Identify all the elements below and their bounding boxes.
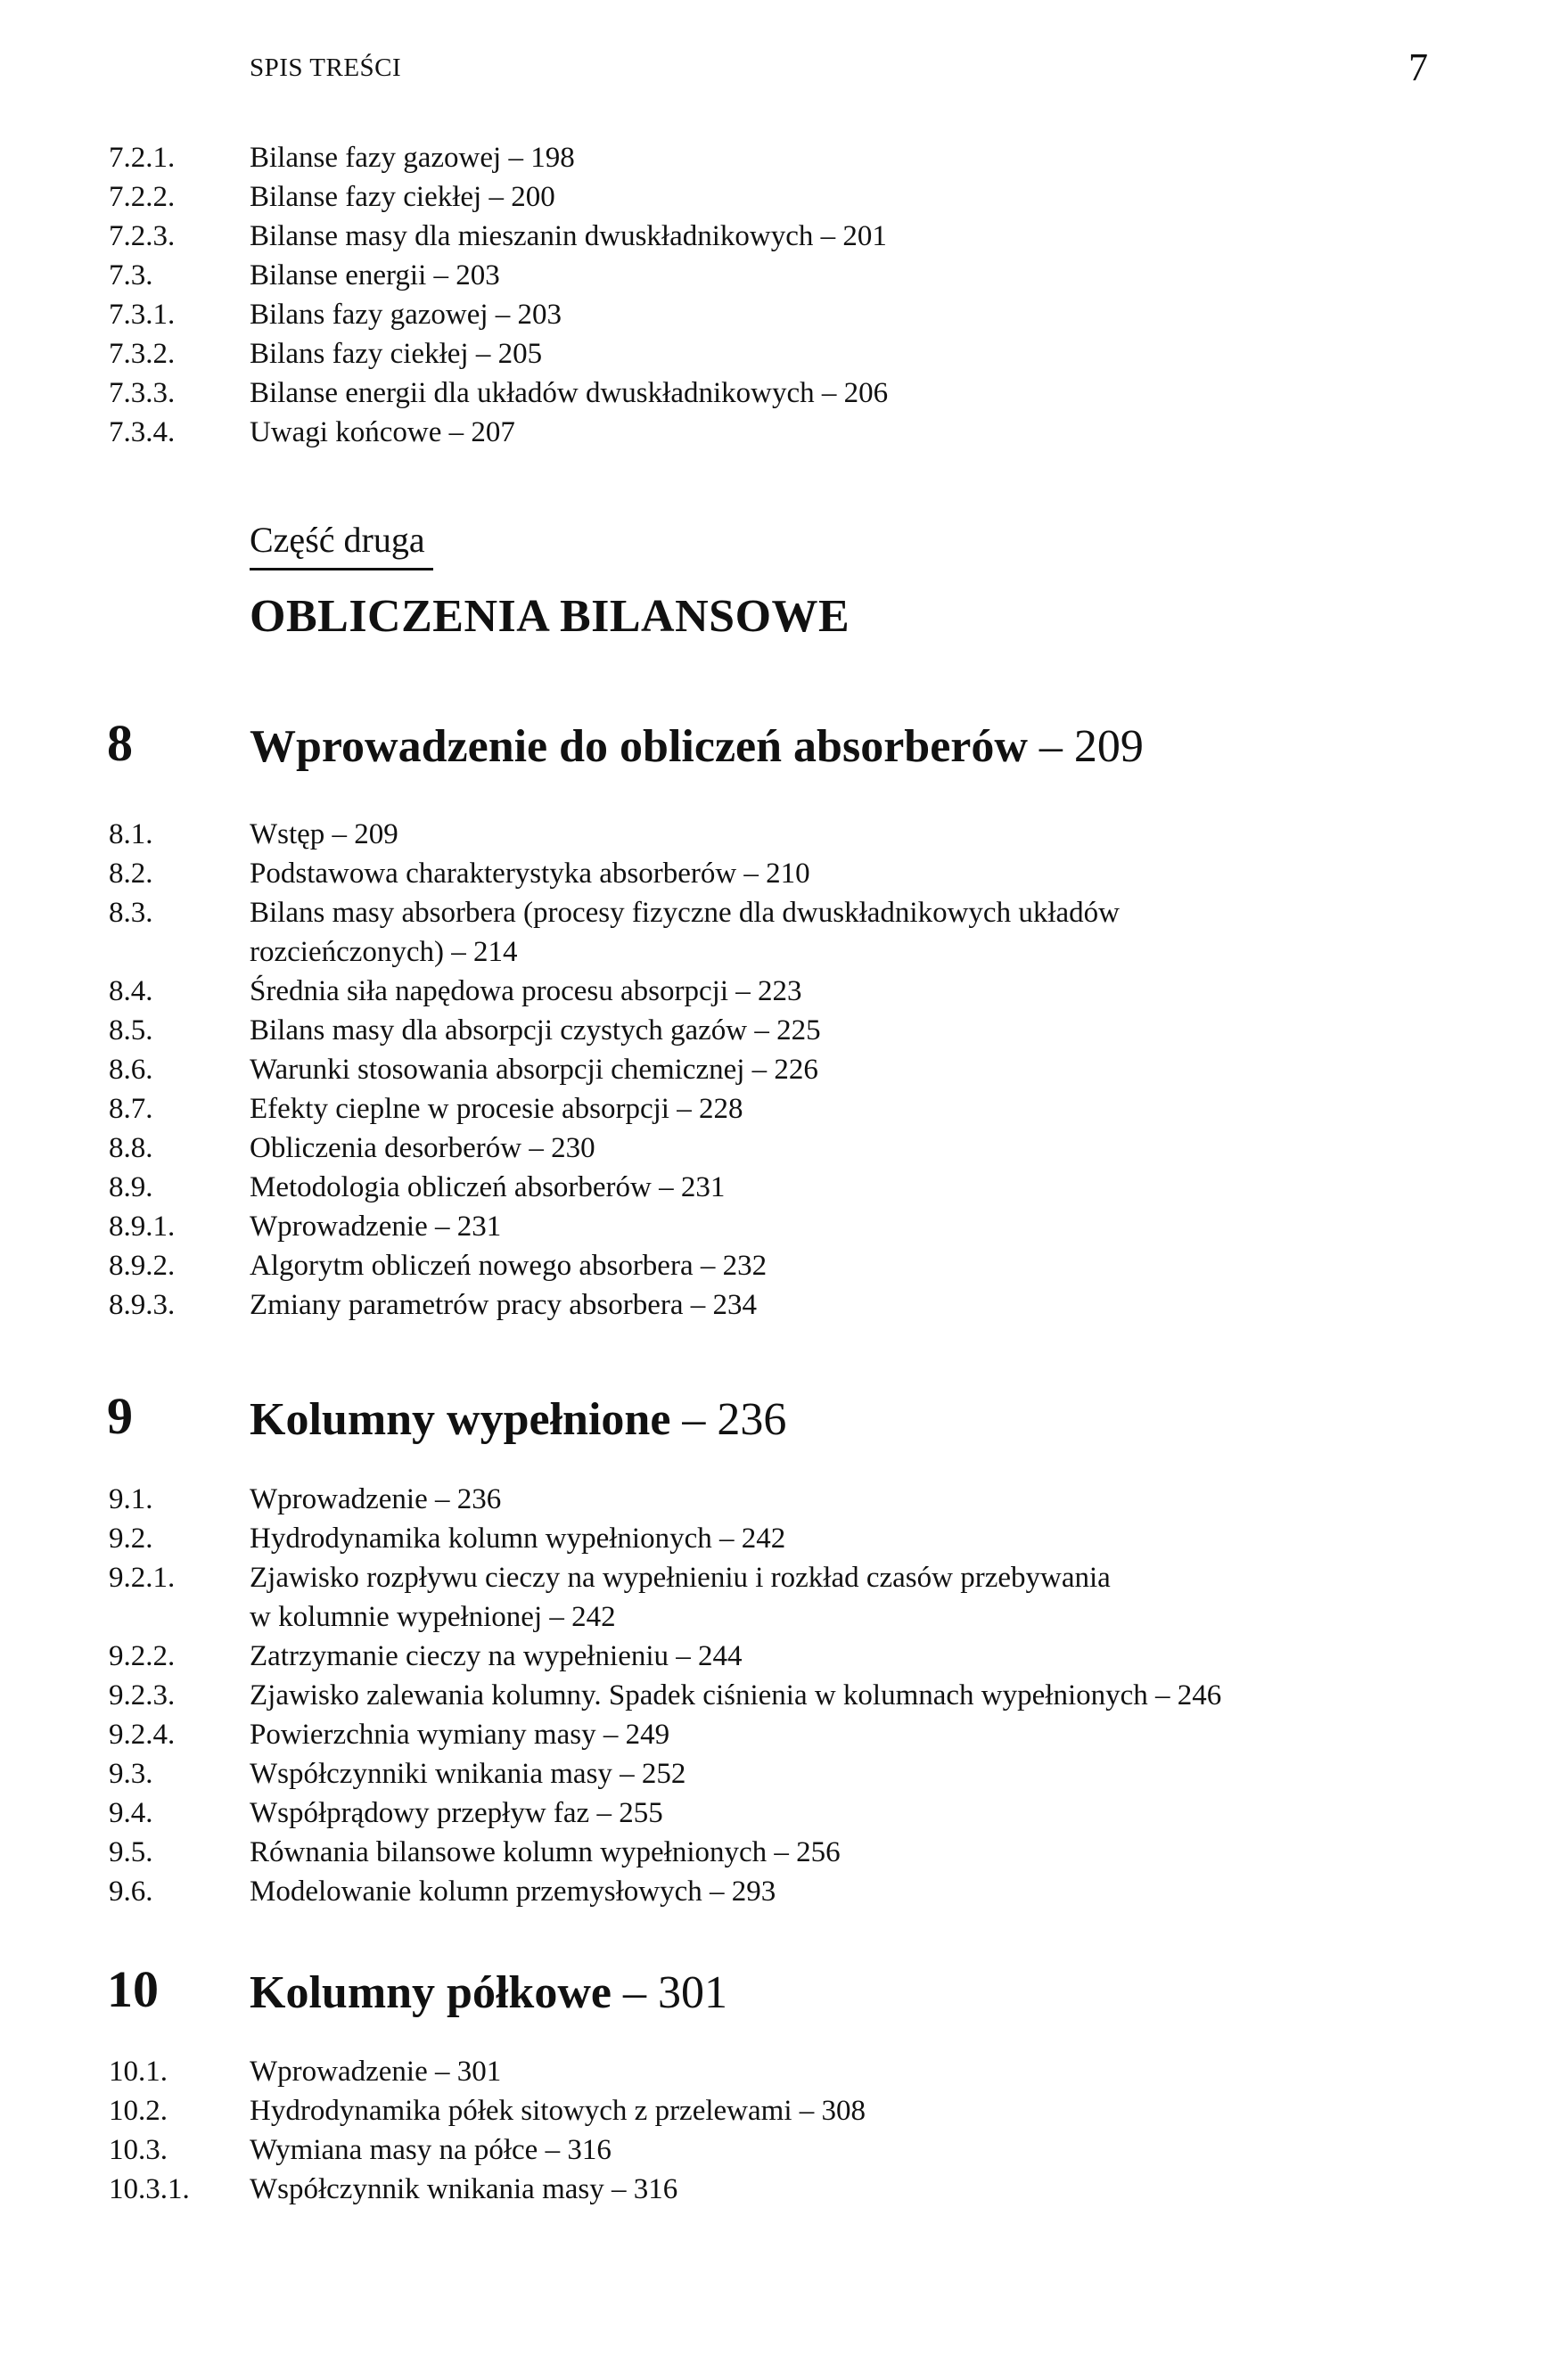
toc-entry-number (109, 1597, 250, 1637)
toc-entry (109, 1207, 1464, 1246)
part-underline (250, 568, 433, 570)
toc-entry-text: Obliczenia desorberów – 230 (250, 1132, 595, 1164)
toc-entry-text: Podstawowa charakterystyka absorberów – 210 (250, 858, 810, 890)
toc-entry (109, 177, 1464, 217)
toc-entry (109, 1872, 1464, 1911)
toc-entry (109, 1715, 1464, 1754)
toc-entry-text: w kolumnie wypełnionej – 242 (250, 1601, 616, 1633)
page-number: 7 (1408, 45, 1428, 89)
toc-entry (109, 1089, 1464, 1129)
toc-entry-number: 7.3.1. (109, 299, 176, 331)
toc-entry-number: 9.4. (109, 1797, 153, 1829)
toc-entry-text: Bilanse fazy gazowej – 198 (250, 142, 575, 174)
toc-entry-number: 9.2.2. (109, 1640, 176, 1672)
toc-entry (109, 2130, 1464, 2170)
toc-entry-text: Wstęp – 209 (250, 818, 398, 850)
toc-entry (109, 373, 1464, 413)
toc-entry (109, 1246, 1464, 1285)
toc-entry-number: 8.1. (109, 818, 153, 850)
toc-entry-number: 9.6. (109, 1876, 153, 1908)
toc-entry-number: 9.1. (109, 1483, 153, 1515)
toc-entry-number: 7.3.4. (109, 416, 176, 448)
toc-list-chapter-10 (109, 2052, 1464, 2209)
toc-entry-text: Średnia siła napędowa procesu absorpcji – 223 (250, 975, 802, 1007)
chapter-8-number: 8 (107, 714, 133, 772)
toc-entry (109, 1050, 1464, 1089)
toc-entry (109, 1637, 1464, 1676)
toc-entry-number: 7.3.3. (109, 377, 176, 409)
toc-entry (109, 1754, 1464, 1794)
toc-entry (109, 1011, 1464, 1050)
toc-list-top (109, 138, 1464, 452)
toc-entry-number: 8.2. (109, 858, 153, 890)
chapter-page: – 301 (622, 1967, 727, 2018)
toc-entry-number: 8.8. (109, 1132, 153, 1164)
toc-entry-number: 10.3.1. (109, 2173, 190, 2205)
toc-entry-number: 7.2.1. (109, 142, 176, 174)
chapter-page: – 209 (1038, 721, 1144, 772)
toc-entry (109, 138, 1464, 177)
chapter-page: – 236 (682, 1394, 787, 1445)
chapter-9-number: 9 (107, 1387, 133, 1445)
toc-entry (109, 1129, 1464, 1168)
toc-entry-text: Algorytm obliczeń nowego absorbera – 232 (250, 1250, 768, 1282)
toc-entry-text: Bilans fazy gazowej – 203 (250, 299, 562, 331)
toc-entry-text: Hydrodynamika półek sitowych z przelewami – 308 (250, 2095, 866, 2127)
toc-list-chapter-9 (109, 1480, 1464, 1911)
part-label: Część druga (250, 520, 425, 560)
toc-entry-number: 10.2. (109, 2095, 168, 2127)
toc-entry-text: Bilanse energii dla układów dwuskładnikowych – 206 (250, 377, 889, 409)
toc-entry-text: Współprądowy przepływ faz – 255 (250, 1797, 663, 1829)
toc-entry-text: Bilanse fazy ciekłej – 200 (250, 181, 555, 213)
toc-entry-text: Zatrzymanie cieczy na wypełnieniu – 244 (250, 1640, 743, 1672)
toc-entry (109, 932, 1464, 972)
toc-entry-text: Efekty cieplne w procesie absorpcji – 228 (250, 1093, 743, 1125)
part-title: OBLICZENIA BILANSOWE (250, 591, 850, 642)
toc-entry-number: 9.2. (109, 1523, 153, 1555)
toc-entry-text: Bilans fazy ciekłej – 205 (250, 338, 543, 370)
toc-entry-number: 8.5. (109, 1014, 153, 1047)
toc-entry-text: Wprowadzenie – 231 (250, 1211, 502, 1243)
toc-entry (109, 1597, 1464, 1637)
toc-entry (109, 1285, 1464, 1325)
toc-entry (109, 1833, 1464, 1872)
toc-entry (109, 1519, 1464, 1558)
toc-entry-number: 8.3. (109, 897, 153, 929)
toc-list-chapter-8 (109, 815, 1464, 1325)
toc-entry-number: 7.2.3. (109, 220, 176, 252)
toc-entry-text: Współczynniki wnikania masy – 252 (250, 1758, 686, 1790)
toc-entry (109, 217, 1464, 256)
toc-entry (109, 893, 1464, 932)
toc-entry (109, 1794, 1464, 1833)
chapter-10-title (250, 1966, 727, 2019)
toc-entry-number: 9.2.3. (109, 1679, 176, 1711)
toc-entry (109, 2091, 1464, 2130)
toc-entry-text: Hydrodynamika kolumn wypełnionych – 242 (250, 1523, 786, 1555)
chapter-title-text: Kolumny półkowe (250, 1967, 612, 2018)
toc-entry-text: Zmiany parametrów pracy absorbera – 234 (250, 1289, 758, 1321)
toc-entry-number: 9.2.4. (109, 1719, 176, 1751)
toc-entry-text: Uwagi końcowe – 207 (250, 416, 515, 448)
toc-entry-number: 8.9.1. (109, 1211, 176, 1243)
toc-entry-number: 8.9. (109, 1171, 153, 1203)
chapter-title-text: Kolumny wypełnione (250, 1394, 671, 1445)
chapter-8-title (250, 720, 1144, 773)
chapter-9-title (250, 1393, 786, 1446)
toc-entry-text: Wymiana masy na półce – 316 (250, 2134, 612, 2166)
toc-entry-number: 7.3. (109, 259, 153, 291)
toc-entry-text: Bilans masy dla absorpcji czystych gazów – 225 (250, 1014, 821, 1047)
toc-entry (109, 1480, 1464, 1519)
toc-entry-text: Wprowadzenie – 301 (250, 2056, 502, 2088)
toc-entry-text: Wprowadzenie – 236 (250, 1483, 502, 1515)
toc-entry-text: Równania bilansowe kolumn wypełnionych – 256 (250, 1836, 841, 1868)
toc-entry-number: 8.9.3. (109, 1289, 176, 1321)
toc-entry-number (109, 932, 250, 972)
toc-entry (109, 334, 1464, 373)
chapter-10-number: 10 (107, 1960, 159, 2018)
toc-entry-text: Modelowanie kolumn przemysłowych – 293 (250, 1876, 776, 1908)
toc-entry (109, 295, 1464, 334)
toc-entry-number: 10.1. (109, 2056, 168, 2088)
toc-entry-number: 9.3. (109, 1758, 153, 1790)
toc-entry-number: 8.6. (109, 1054, 153, 1086)
toc-entry (109, 972, 1464, 1011)
toc-entry (109, 815, 1464, 854)
toc-entry-text: rozcieńczonych) – 214 (250, 936, 518, 968)
toc-entry-text: Warunki stosowania absorpcji chemicznej – 226 (250, 1054, 818, 1086)
toc-entry-number: 7.2.2. (109, 181, 176, 213)
toc-entry-number: 9.2.1. (109, 1562, 176, 1594)
toc-entry (109, 2052, 1464, 2091)
toc-entry-text: Bilans masy absorbera (procesy fizyczne dla dwuskładnikowych układów (250, 897, 1120, 929)
toc-entry-text: Współczynnik wnikania masy – 316 (250, 2173, 678, 2205)
chapter-title-text: Wprowadzenie do obliczeń absorberów (250, 721, 1028, 772)
toc-entry-text: Zjawisko zalewania kolumny. Spadek ciśnienia w kolumnach wypełnionych – 246 (250, 1679, 1222, 1711)
toc-entry-text: Bilanse masy dla mieszanin dwuskładnikowych – 201 (250, 220, 887, 252)
toc-entry (109, 256, 1464, 295)
toc-entry-number: 10.3. (109, 2134, 168, 2166)
running-header: SPIS TREŚCI (250, 53, 402, 82)
toc-entry-number: 8.9.2. (109, 1250, 176, 1282)
toc-entry-text: Metodologia obliczeń absorberów – 231 (250, 1171, 726, 1203)
toc-entry (109, 1558, 1464, 1597)
toc-entry-text: Powierzchnia wymiany masy – 249 (250, 1719, 670, 1751)
toc-entry-text: Zjawisko rozpływu cieczy na wypełnieniu i rozkład czasów przebywania (250, 1562, 1111, 1594)
toc-entry (109, 1168, 1464, 1207)
toc-entry (109, 1676, 1464, 1715)
toc-entry-number: 9.5. (109, 1836, 153, 1868)
toc-entry (109, 854, 1464, 893)
toc-entry-number: 8.4. (109, 975, 153, 1007)
toc-entry-number: 7.3.2. (109, 338, 176, 370)
toc-entry-number: 8.7. (109, 1093, 153, 1125)
toc-entry-text: Bilanse energii – 203 (250, 259, 500, 291)
toc-entry (109, 413, 1464, 452)
toc-entry (109, 2170, 1464, 2209)
